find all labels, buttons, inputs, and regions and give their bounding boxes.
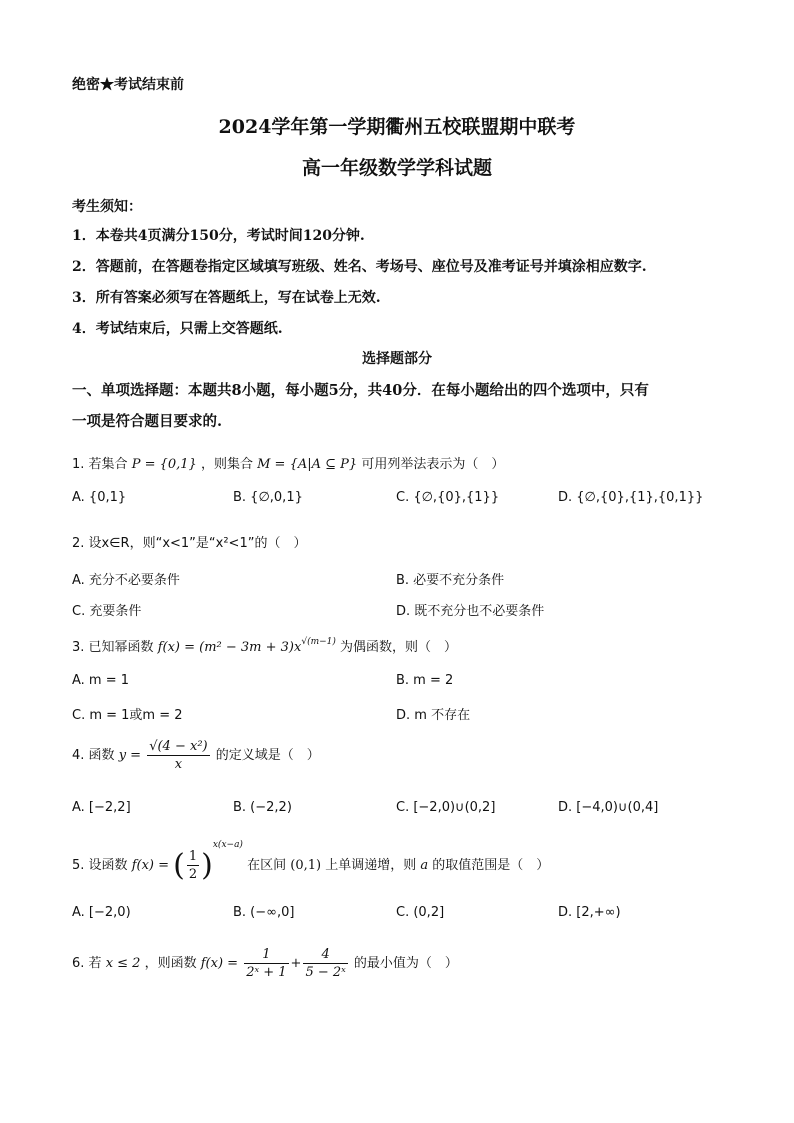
question-3-option-c: C. m = 1或m = 2 [72,708,183,723]
fraction [147,738,209,773]
fraction-numerator: 1 [188,849,198,864]
question-4-option-c: C. [−2,0)∪(0,2] [396,800,496,815]
question-3-option-d: D. m 不存在 [396,708,471,723]
fraction-denominator: 5 − 2ˣ [305,965,346,980]
question-3-option-a: A. m = 1 [72,673,130,688]
notice-item: 4．考试结束后，只需上交答题纸. [72,321,283,337]
question-1-option-c: C. {∅,{0},{1}} [396,490,500,505]
stem-text: 的定义域是（ ） [215,748,320,763]
question-3-stem [72,636,457,655]
question-5-stem [72,840,549,883]
notice-item: 2．答题前，在答题卷指定区域填写班级、姓名、考场号、座位号及准考证号并填涂相应数字. [72,259,647,275]
plus-sign: + [290,956,302,971]
stem-text: 1. 若集合 [72,457,128,472]
fraction [303,946,347,981]
stem-text: 的最小值为（ ） [353,956,458,971]
right-paren: ) [201,848,213,883]
notice-item: 3．所有答案必须写在答题纸上，写在试卷上无效. [72,290,381,306]
fraction-numerator: √(4 − x²) [149,739,208,754]
part-title: 选择题部分 [362,351,432,367]
stem-text: 4. 函数 [72,748,115,763]
question-1-stem [72,453,504,472]
stem-text: 为偶函数，则（ ） [340,640,458,655]
math-expression: f(x) = (m² − 3m + 3)x [157,640,302,655]
fraction-denominator: 2 [188,867,198,882]
math-expression: P = {0,1} [131,457,197,472]
math-expression: f(x) = [200,956,239,971]
stem-text: 3. 已知幂函数 [72,640,154,655]
question-4-option-b: B. (−2,2) [233,800,292,815]
stem-text: ，则函数 [144,956,197,971]
question-3-option-b: B. m = 2 [396,673,454,688]
fraction-numerator: 1 [244,946,288,964]
stem-text: 可用列举法表示为（ ） [361,457,505,472]
stem-text: 5. 设函数 [72,858,128,873]
fraction-numerator: 4 [303,946,347,964]
fraction [244,946,288,981]
question-4-stem [72,738,320,773]
section-instruction: 一、单项选择题：本题共8小题，每小题5分，共40分．在每小题给出的四个选项中，只有 [72,382,649,399]
left-paren: ( [173,848,185,883]
stem-text: 的取值范围是（ ） [432,858,550,873]
math-expression: a [420,858,429,873]
stem-text: 6. 若 [72,956,102,971]
exam-title: 2024学年第一学期衢州五校联盟期中联考 [218,116,576,138]
question-5-option-d: D. [2,+∞) [558,905,621,920]
exam-subtitle: 高一年级数学学科试题 [301,157,492,179]
math-expression: y = [118,748,142,763]
question-2-option-b: B. 必要不充分条件 [396,573,505,588]
stem-text: 在区间 [247,858,287,873]
question-1-option-a: A. {0,1} [72,490,127,505]
question-4-option-a: A. [−2,2] [72,800,131,815]
confidential-label: 绝密★考试结束前 [72,77,184,93]
question-5-option-c: C. (0,2] [396,905,445,920]
question-5-option-a: A. [−2,0) [72,905,131,920]
question-1-option-d: D. {∅,{0},{1},{0,1}} [558,490,704,505]
section-instruction: 一项是符合题目要求的. [72,413,223,430]
notice-item: 1．本卷共4页满分150分，考试时间120分钟. [72,228,365,244]
question-2-stem: 2. 设x∈R，则“x<1”是“x²<1”的（ ） [72,536,307,551]
exponent: x(x−a) [212,840,243,850]
math-expression: (0,1) [290,858,322,873]
stem-text: ，则集合 [200,457,253,472]
question-2-option-a: A. 充分不必要条件 [72,573,180,588]
exponent: √(m−1) [301,637,336,647]
fraction-denominator: x [174,757,183,772]
question-2-option-d: D. 既不充分也不必要条件 [396,604,545,619]
fraction-denominator: 2ˣ + 1 [246,965,287,980]
math-expression: x ≤ 2 [105,956,141,971]
fraction [187,848,199,883]
notice-heading: 考生须知： [72,199,142,215]
question-5-option-b: B. (−∞,0] [233,905,295,920]
question-4-option-d: D. [−4,0)∪(0,4] [558,800,659,815]
math-expression: f(x) = [131,858,169,873]
math-expression: M = {A|A ⊆ P} [257,457,358,472]
question-2-option-c: C. 充要条件 [72,604,142,619]
stem-text: 上单调递增，则 [325,858,417,873]
question-6-stem [72,946,458,981]
question-1-option-b: B. {∅,0,1} [233,490,303,505]
